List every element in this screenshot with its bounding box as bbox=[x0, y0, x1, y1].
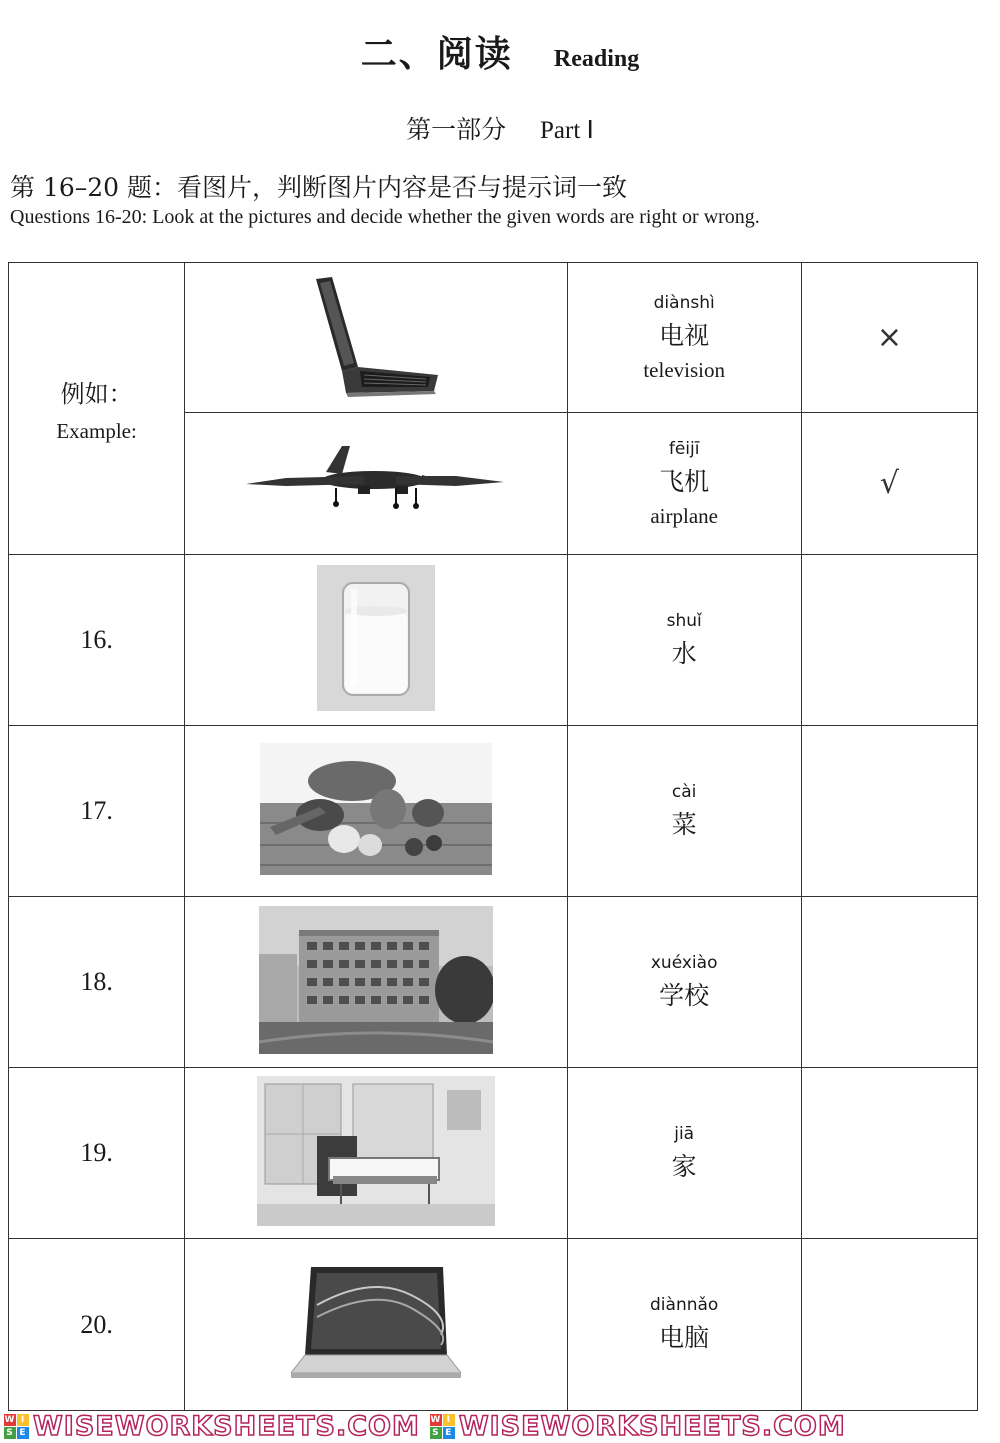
logo-tile: E bbox=[17, 1427, 29, 1439]
pinyin-text: diànnǎo bbox=[650, 1295, 719, 1315]
logo-tile: W bbox=[4, 1415, 16, 1425]
instruction-en: Questions 16-20: Look at the pictures and decide whether the given words are right or wrong. bbox=[10, 206, 760, 228]
logo-icon bbox=[430, 1414, 455, 1439]
answer-cell[interactable] bbox=[801, 897, 977, 1068]
pinyin-text: fēijī bbox=[668, 438, 700, 459]
word-cell bbox=[567, 263, 801, 413]
watermark-text: WISEWORKSHEETS.COM bbox=[33, 1411, 420, 1442]
watermark-text: WISEWORKSHEETS.COM bbox=[458, 1411, 846, 1442]
part-heading-zh: 第一部分 bbox=[406, 115, 507, 144]
answer-cell[interactable] bbox=[801, 555, 977, 726]
section-title bbox=[0, 26, 1000, 77]
section-title-zh: 二、阅读 bbox=[360, 33, 513, 75]
section-title-en: Reading bbox=[553, 46, 640, 72]
hanzi-text: 水 bbox=[671, 638, 697, 668]
example-row bbox=[9, 263, 978, 413]
check-mark: √ bbox=[879, 466, 899, 501]
logo-tile: W bbox=[430, 1415, 442, 1425]
word-cell bbox=[567, 1068, 801, 1239]
pinyin-text: shuǐ bbox=[666, 610, 702, 631]
picture-cell bbox=[185, 897, 567, 1068]
milk-glass-icon bbox=[317, 565, 435, 711]
hanzi-text: 菜 bbox=[671, 809, 697, 839]
answer-cell[interactable] bbox=[801, 1239, 977, 1411]
picture-cell bbox=[185, 263, 567, 413]
pinyin-text: cài bbox=[671, 781, 697, 802]
question-number: 20. bbox=[80, 1309, 113, 1339]
watermark-segment bbox=[0, 1411, 420, 1442]
word-cell bbox=[567, 555, 801, 726]
question-row bbox=[9, 555, 978, 726]
question-row bbox=[9, 897, 978, 1068]
watermark-segment bbox=[426, 1411, 846, 1442]
logo-icon bbox=[4, 1414, 29, 1439]
instruction-zh: 第 16–20 题：看图片，判断图片内容是否与提示词一致 bbox=[10, 173, 628, 202]
question-number: 18. bbox=[80, 967, 113, 996]
logo-tile: I bbox=[443, 1414, 455, 1426]
airplane-icon bbox=[246, 442, 506, 522]
question-number: 19. bbox=[80, 1138, 113, 1167]
hanzi-text: 电脑 bbox=[659, 1323, 710, 1352]
hanzi-text: 家 bbox=[671, 1151, 697, 1181]
question-number: 17. bbox=[80, 796, 113, 825]
word-cell bbox=[567, 413, 801, 555]
hanzi-text: 电视 bbox=[659, 320, 710, 350]
question-number-cell bbox=[9, 555, 185, 726]
question-number-cell bbox=[9, 726, 185, 897]
question-number-cell bbox=[9, 1068, 185, 1239]
answer-cell[interactable] bbox=[801, 726, 977, 897]
picture-cell bbox=[185, 1239, 567, 1411]
hanzi-text: 学校 bbox=[659, 980, 710, 1010]
question-number: 16. bbox=[80, 625, 113, 654]
example-label-en: Example: bbox=[56, 418, 137, 443]
school-building-icon bbox=[259, 906, 493, 1054]
picture-cell bbox=[185, 413, 567, 555]
watermark-footer bbox=[0, 1410, 1000, 1443]
example-label-zh: 例如： bbox=[60, 379, 133, 408]
pinyin-text: diànshì bbox=[653, 292, 715, 313]
english-text: airplane bbox=[650, 503, 718, 528]
laptop-computer-icon bbox=[291, 1265, 461, 1381]
question-row bbox=[9, 1068, 978, 1239]
vegetables-icon bbox=[260, 743, 492, 875]
question-number-cell bbox=[9, 1239, 185, 1411]
picture-cell bbox=[185, 1068, 567, 1239]
word-cell bbox=[567, 1239, 801, 1411]
example-label-cell bbox=[9, 263, 185, 555]
question-row bbox=[9, 726, 978, 897]
question-number-cell bbox=[9, 897, 185, 1068]
question-row bbox=[9, 1239, 978, 1411]
part-heading-en: Part Ⅰ bbox=[540, 117, 594, 144]
picture-cell bbox=[185, 555, 567, 726]
hospital-room-icon bbox=[257, 1076, 495, 1226]
part-heading bbox=[0, 110, 1000, 146]
pinyin-text: xuéxiào bbox=[650, 952, 718, 973]
picture-cell bbox=[185, 726, 567, 897]
wrong-mark: × bbox=[876, 320, 902, 355]
hanzi-text: 飞机 bbox=[659, 466, 710, 496]
logo-tile: I bbox=[17, 1414, 29, 1426]
laptop-icon bbox=[306, 275, 446, 397]
logo-tile: E bbox=[443, 1427, 455, 1439]
question-table bbox=[8, 262, 978, 1411]
logo-tile: S bbox=[430, 1427, 442, 1439]
answer-cell bbox=[801, 413, 977, 555]
answer-cell bbox=[801, 263, 977, 413]
answer-cell[interactable] bbox=[801, 1068, 977, 1239]
english-text: television bbox=[643, 357, 725, 382]
word-cell bbox=[567, 726, 801, 897]
logo-tile: S bbox=[4, 1427, 16, 1439]
pinyin-text: jiā bbox=[674, 1123, 695, 1144]
word-cell bbox=[567, 897, 801, 1068]
